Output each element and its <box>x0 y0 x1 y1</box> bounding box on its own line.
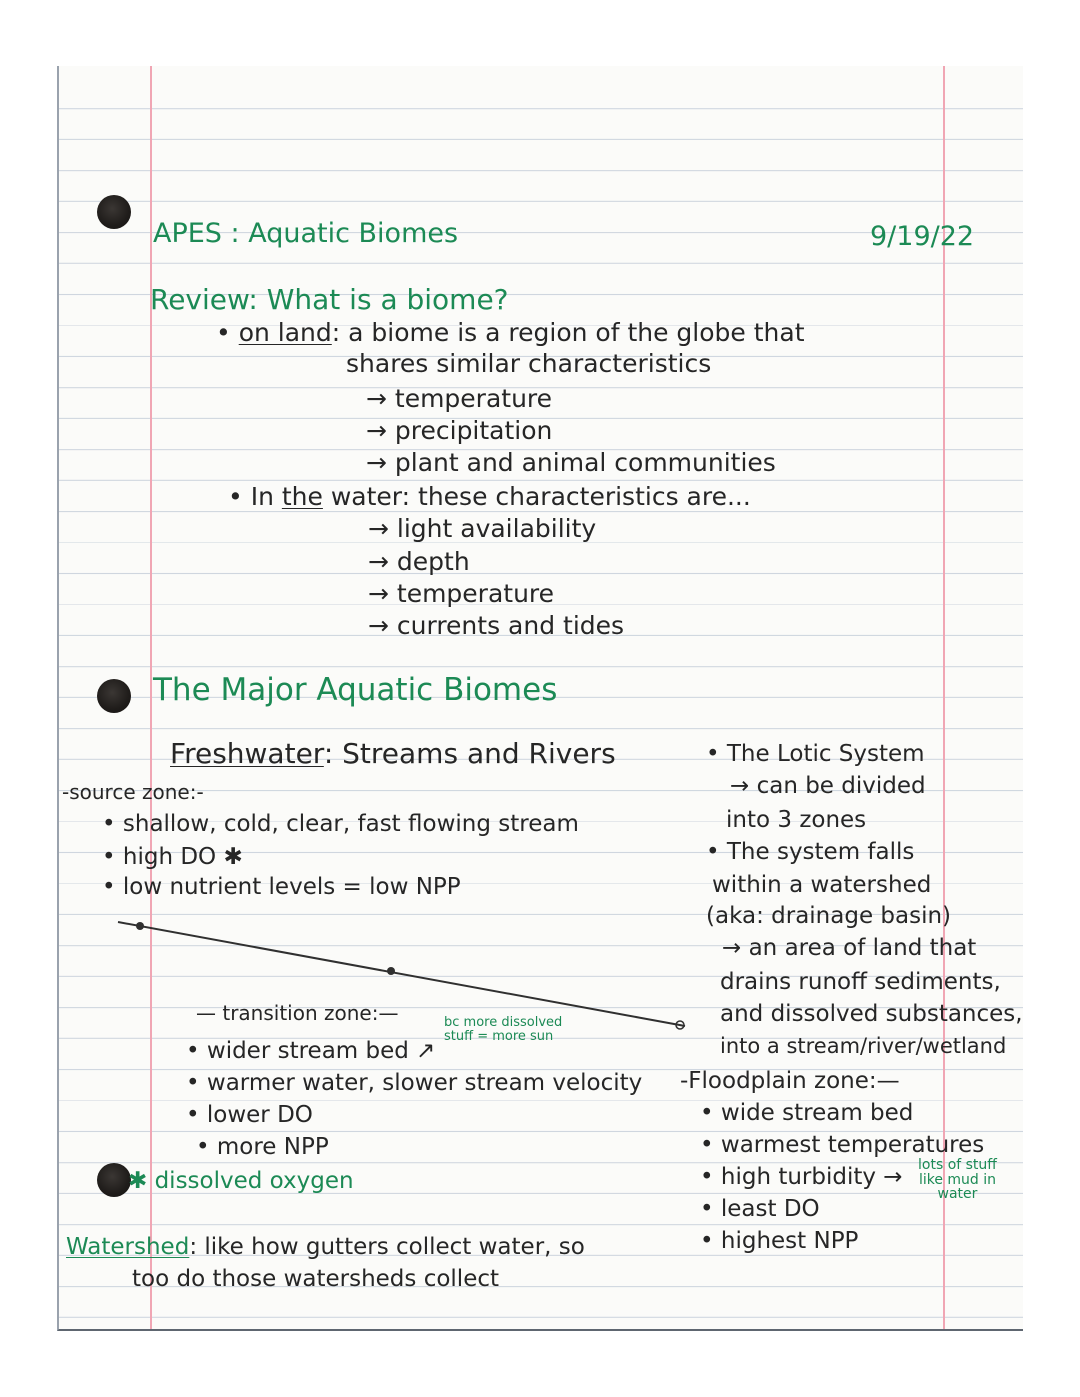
floodplain-zone-label: -Floodplain zone:— <box>680 1068 900 1094</box>
on-land-line-2: shares similar characteristics <box>346 349 712 378</box>
transition-note: bc more dissolved stuff = more sun <box>444 1015 563 1044</box>
watershed-line: Watershed: like how gutters collect water, so <box>66 1234 585 1260</box>
in-water-label: the <box>281 482 323 511</box>
page-date: 9/19/22 <box>870 221 975 252</box>
land-item: → temperature <box>366 384 553 413</box>
source-zone-label: -source zone:- <box>62 780 204 804</box>
page-title: APES : Aquatic Biomes <box>153 218 459 249</box>
on-land-line: • on land: a biome is a region of the globe that <box>216 318 805 347</box>
footnote-dissolved-oxygen: ✱ dissolved oxygen <box>128 1168 354 1194</box>
floodplain-item: • high turbidity → <box>700 1164 903 1190</box>
freshwater-label: Freshwater <box>170 737 324 770</box>
on-land-text: : a biome is a region of the globe that <box>331 318 805 347</box>
transition-zone-item: • lower DO <box>186 1102 313 1128</box>
lotic-line: within a watershed <box>712 872 932 898</box>
floodplain-item: • wide stream bed <box>700 1100 914 1126</box>
slope-point-source <box>136 922 144 930</box>
lotic-line: → can be divided <box>730 773 926 799</box>
in-water-line: • In the water: these characteristics are... <box>228 482 751 511</box>
slope-point-transition <box>387 967 395 975</box>
water-item: → light availability <box>368 514 597 543</box>
water-item: → temperature <box>368 579 555 608</box>
lotic-line: (aka: drainage basin) <box>706 903 952 929</box>
water-item: → depth <box>368 547 470 576</box>
lotic-line: • The system falls <box>706 839 915 865</box>
lotic-line: → an area of land that <box>722 935 977 961</box>
freshwater-heading: Freshwater: Streams and Rivers <box>170 737 616 770</box>
source-zone-item: • low nutrient levels = low NPP <box>102 874 461 900</box>
lotic-line: • The Lotic System <box>706 741 925 767</box>
lotic-line: into 3 zones <box>726 807 867 833</box>
on-land-label: on land <box>238 318 332 347</box>
land-item: → precipitation <box>366 416 553 445</box>
source-zone-item: • high DO ✱ <box>102 844 243 870</box>
review-question: Review: What is a biome? <box>150 283 509 316</box>
watershed-label: Watershed <box>66 1234 190 1260</box>
land-item: → plant and animal communities <box>366 448 776 477</box>
lotic-line: and dissolved substances, <box>720 1001 1023 1027</box>
floodplain-item: • warmest temperatures <box>700 1132 985 1158</box>
transition-zone-label: — transition zone:— <box>196 1001 399 1025</box>
section-heading: The Major Aquatic Biomes <box>153 672 558 708</box>
lotic-line: drains runoff sediments, <box>720 969 1001 995</box>
transition-zone-item: • wider stream bed ↗ <box>186 1038 436 1064</box>
floodplain-item: • highest NPP <box>700 1228 859 1254</box>
watershed-line-2: too do those watersheds collect <box>132 1266 500 1292</box>
lotic-line: into a stream/river/wetland <box>720 1034 1007 1058</box>
floodplain-item: • least DO <box>700 1196 820 1222</box>
transition-zone-item: • warmer water, slower stream velocity <box>186 1070 643 1096</box>
source-zone-item: • shallow, cold, clear, fast flowing stream <box>102 811 579 837</box>
water-item: → currents and tides <box>368 611 625 640</box>
transition-zone-item: • more NPP <box>196 1134 329 1160</box>
turbidity-note: lots of stuff like mud in water <box>918 1157 997 1203</box>
